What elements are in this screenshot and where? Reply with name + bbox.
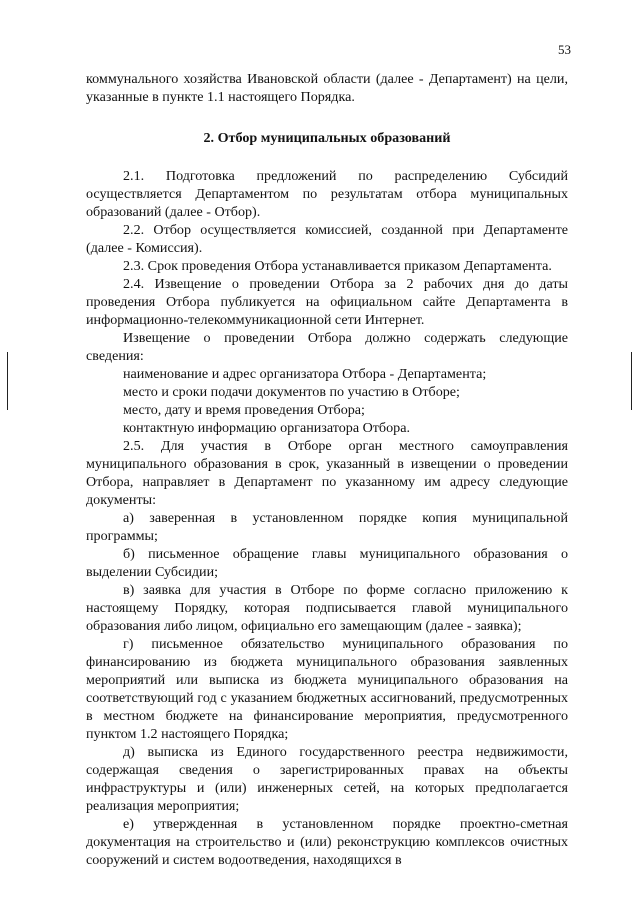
section-heading: 2. Отбор муниципальных образований (203, 130, 451, 146)
page-number: 53 (558, 42, 571, 57)
right-margin-mark (631, 352, 632, 410)
notice-item-2: место и сроки подачи документов по участию в Отборе; (123, 384, 460, 400)
left-margin-mark (7, 352, 8, 410)
notice-item-1: наименование и адрес организатора Отбора - Департамента; (123, 366, 487, 382)
document-item-d: д) выписка из Единого государственного реестра недвижимости, содержащая сведения о зарегистрированных правах на объекты инфраструктуры и (или) инженерных сетей, на которых предполагается реализация мероприятия; (86, 744, 568, 814)
document-body (86, 70, 568, 869)
paragraph-2-1: 2.1. Подготовка предложений по распределению Субсидий осуществляется Департаментом по результатам отбора муниципальных образований (далее - Отбор). (86, 168, 568, 220)
document-item-a: а) заверенная в установленном порядке копия муниципальной программы; (86, 510, 568, 544)
document-item-e: е) утвержденная в установленном порядке проектно-сметная документация на строительство и (или) реконструкцию комплексов очистных сооружений и систем водоотведения, находящихся в (86, 816, 568, 868)
document-item-v: в) заявка для участия в Отборе по форме согласно приложению к настоящему Порядку, которая подписывается главой муниципального образования либо лицом, официально его замещающим (далее - заявка); (86, 582, 568, 634)
paragraph-2-2: 2.2. Отбор осуществляется комиссией, созданной при Департаменте (далее - Комиссия). (86, 222, 568, 256)
document-item-b: б) письменное обращение главы муниципального образования о выделении Субсидии; (86, 546, 568, 580)
document-item-g: г) письменное обязательство муниципального образования по финансированию из бюджета муниципального образования заявленных мероприятий или выписка из бюджета муниципального образования на соответствующий год с указанием бюджетных ассигнований, предусмотренных в местном бюджете на финансирование мероприятия, предусмотренного пунктом 1.2 настоящего Порядка; (86, 636, 568, 742)
notice-paragraph: Извещение о проведении Отбора должно содержать следующие сведения: (86, 330, 568, 364)
notice-item-4: контактную информацию организатора Отбора. (123, 420, 410, 436)
intro-paragraph: коммунального хозяйства Ивановской области (далее - Департамент) на цели, указанные в пункте 1.1 настоящего Порядка. (86, 71, 568, 105)
paragraph-2-3: 2.3. Срок проведения Отбора устанавливается приказом Департамента. (123, 258, 552, 274)
paragraph-2-5: 2.5. Для участия в Отборе орган местного самоуправления муниципального образования в срок, указанный в извещении о проведении Отбора, направляет в Департамент по указанному им адресу следующие документы: (86, 438, 568, 508)
paragraph-2-4: 2.4. Извещение о проведении Отбора за 2 рабочих дня до даты проведения Отбора публикуется на официальном сайте Департамента в информационно-телекоммуникационной сети Интернет. (86, 276, 568, 328)
notice-item-3: место, дату и время проведения Отбора; (123, 402, 365, 418)
